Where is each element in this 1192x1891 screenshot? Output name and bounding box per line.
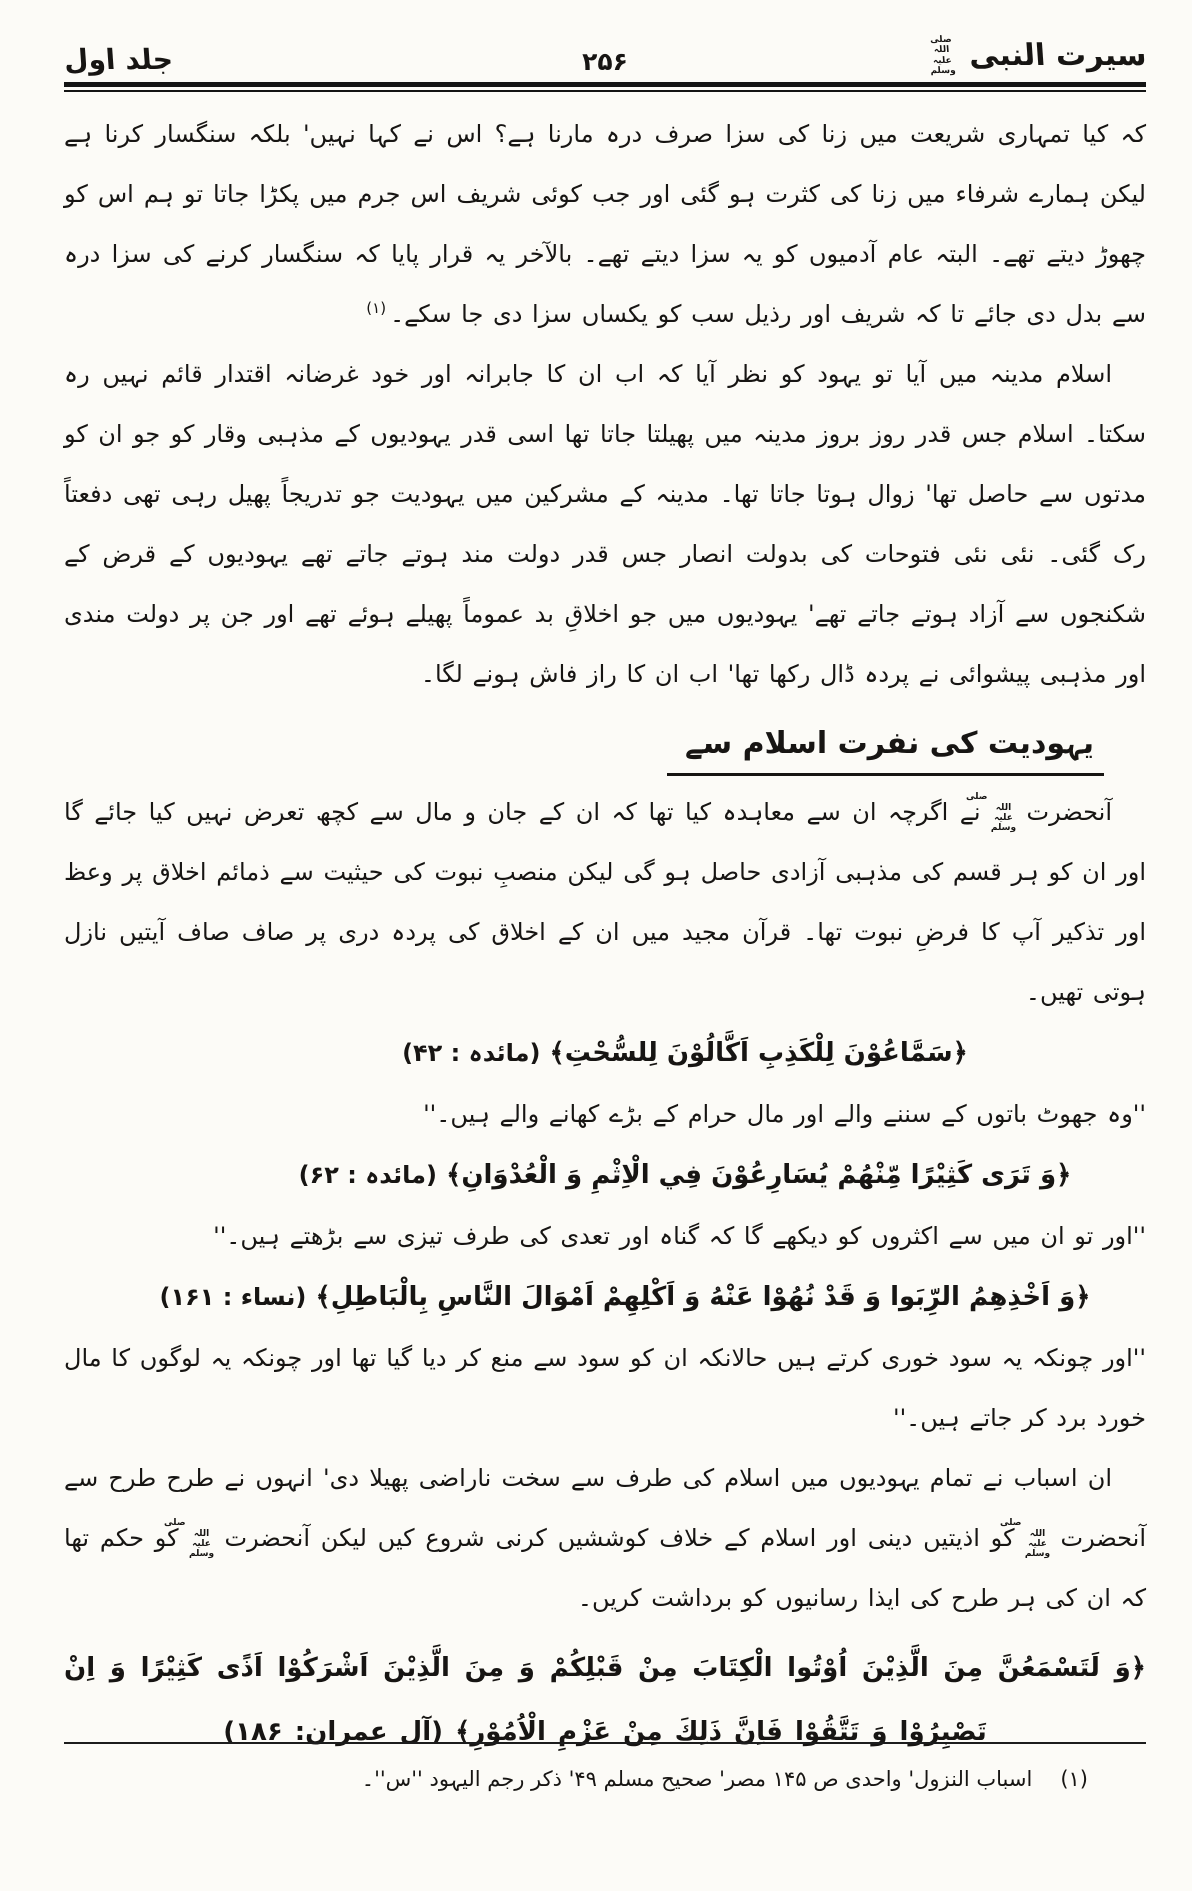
verse-1-arabic: ﴿سَمَّاعُوْنَ لِلْكَذِبِ اَكَّالُوْنَ لِلسُّحْتِ﴾ — [549, 1038, 968, 1068]
paragraph-1 — [64, 104, 1146, 344]
footnote-marker: (۱) — [1060, 1767, 1088, 1791]
quran-verse-3 — [84, 1268, 1166, 1326]
footnote-rule — [64, 1742, 1146, 1744]
volume-label: جلد اول — [62, 43, 174, 76]
paragraph-3-seg1: آنحضرت — [1026, 798, 1112, 826]
salawat-mark: صلی اللہ علیہ وسلم — [966, 792, 1017, 834]
paragraph-3-seg2: نے اگرچہ ان سے معاہدہ کیا تھا کہ ان کے جان و مال سے کچھ تعرض نہیں کیا جائے گا اور ان کو ہر قسم کی مذہبی آزادی حاصل ہو گی لیکن منصبِ نبوت کی حیثیت سے ذمائم اخلاق پر وعظ اور تذکیر آپ کا فرضِ نبوت تھا۔ قرآن مجید میں ان کے اخلاق کی پردہ دری پر صاف صاف آیتیں نازل ہوتی تھیں۔ — [64, 798, 1146, 1006]
paragraph-4 — [64, 1448, 1146, 1628]
salawat-mark: صلی اللہ علیہ وسلم — [1000, 1518, 1051, 1560]
footnote-text: اسباب النزول' واحدی ص ۱۴۵ مصر' صحیح مسلم ۴۹' ذکر رجم الیہود ''س''۔ — [361, 1767, 1033, 1791]
paragraph-4-seg2: کو اذیتیں دینی اور اسلام کے خلاف کوششیں کرنی شروع کیں لیکن آنحضرت — [224, 1524, 1015, 1552]
verse-2-arabic: ﴿وَ تَرَى كَثِيْرًا مِّنْهُمْ يُسَارِعُوْنَ فِي الْاِثْمِ وَ الْعُدْوَانِ﴾ — [446, 1160, 1072, 1190]
paragraph-4-seg3: کو حکم تھا کہ ان کی ہر طرح کی ایذا رسانیوں کو برداشت کریں۔ — [64, 1524, 1146, 1612]
footnote-area — [64, 1742, 1146, 1796]
paragraph-2: اسلام مدینہ میں آیا تو یہود کو نظر آیا کہ اب ان کا جابرانہ اور خود غرضانہ اقتدار قائم نہیں رہ سکتا۔ اسلام جس قدر روز بروز مدینہ میں پھیلتا جاتا تھا اسی قدر یہودیوں کے مذہبی وقار کو جو ان کو مدتوں سے حاصل تھا' زوال ہوتا جاتا تھا۔ مدینہ کے مشرکین میں یہودیت جو تدریجاً پھیل رہی تھی دفعتاً رک گئی۔ نئی نئی فتوحات کی بدولت انصار جس قدر دولت مند ہوتے جاتے تھے یہودیوں کے قرض کے شکنجوں سے آزاد ہوتے جاتے تھے' یہودیوں میں جو اخلاقِ بد عموماً پھیلے ہوئے تھے اور جن پر دولت مندی اور مذہبی پیشوائی نے پردہ ڈال رکھا تھا' اب ان کا راز فاش ہونے لگا۔ — [64, 360, 1146, 688]
verse-1-reference: (مائدہ : ۴۲) — [402, 1039, 541, 1067]
quran-verse-2 — [144, 1146, 1192, 1204]
section-heading-row — [64, 726, 1146, 776]
paragraph-4-seg1: ان اسباب نے تمام یہودیوں میں اسلام کی طرف سے سخت ناراضی پھیلا دی' انہوں نے طرح طرح سے آنحضرت — [64, 1464, 1147, 1552]
quran-verse-1 — [144, 1024, 1192, 1082]
verse-2-translation: ''اور تو ان میں سے اکثروں کو دیکھے گا کہ گناہ اور تعدی کی طرف تیزی سے بڑھتے ہیں۔'' — [213, 1222, 1146, 1250]
section-heading: یہودیت کی نفرت اسلام سے — [667, 726, 1104, 776]
footnote-ref-marker: (۱) — [366, 299, 387, 317]
verse-3-arabic: ﴿وَ اَخْذِهِمُ الرِّبَوا وَ قَدْ نُهُوْا عَنْهُ وَ اَكْلِهِمْ اَمْوَالَ النَّاسِ بِالْبَاطِلِ﴾ — [315, 1282, 1091, 1312]
salawat-mark: صلی اللہ علیہ وسلم — [929, 34, 956, 76]
book-title-text: سیرت النبی — [967, 37, 1148, 73]
verse-4-reference: (آل عمران: ۱۸۶) — [223, 1717, 444, 1747]
verse-3-translation: ''اور چونکہ یہ سود خوری کرتے ہیں حالانکہ ان کو سود سے منع کر دیا گیا تھا اور چونکہ یہ لوگوں کا مال خورد برد کر جاتے ہیں۔'' — [64, 1344, 1146, 1432]
paragraph-1-text: کہ کیا تمہاری شریعت میں زنا کی سزا صرف درہ مارنا ہے؟ اس نے کہا نہیں' بلکہ سنگسار کرنا ہے لیکن ہمارے شرفاء میں زنا کی کثرت ہو گئی اور جب کوئی شریف اس جرم میں پکڑا جاتا تو ہم اس کو چھوڑ دیتے تھے۔ البتہ عام آدمیوں کو یہ سزا دیتے تھے۔ بالآخر یہ قرار پایا کہ سنگسار کرنے کی سزا درہ سے بدل دی جائے تا کہ شریف اور رذیل سب کو یکساں سزا دی جا سکے۔ — [64, 120, 1146, 328]
header-rule — [64, 82, 1146, 92]
salawat-mark: صلی اللہ علیہ وسلم — [164, 1518, 215, 1560]
page-number: ۲۵۶ — [582, 47, 628, 76]
page-header — [64, 24, 1146, 76]
paragraph-3 — [64, 782, 1146, 1022]
verse-3-reference: (نساء : ۱۶۱) — [159, 1283, 307, 1311]
verse-4-arabic: ﴿وَ لَتَسْمَعُنَّ مِنَ الَّذِيْنَ اُوْتُوا الْكِتَابَ مِنْ قَبْلِكُمْ وَ مِنَ الَّذِيْنَ اَشْرَكُوْا اَذًى كَثِيْرًا وَ اِنْ تَصْبِرُوْا وَ تَتَّقُوْا فَاِنَّ ذَلِكَ مِنْ عَزْمِ الْاُمُوْرِ﴾ — [64, 1653, 1146, 1747]
verse-2-reference: (مائدہ : ۶۲) — [298, 1161, 438, 1189]
footnote — [64, 1762, 1146, 1796]
book-title — [917, 35, 1147, 76]
verse-1-translation: ''وہ جھوٹ باتوں کے سننے والے اور مال حرام کے بڑے کھانے والے ہیں۔'' — [423, 1100, 1146, 1128]
